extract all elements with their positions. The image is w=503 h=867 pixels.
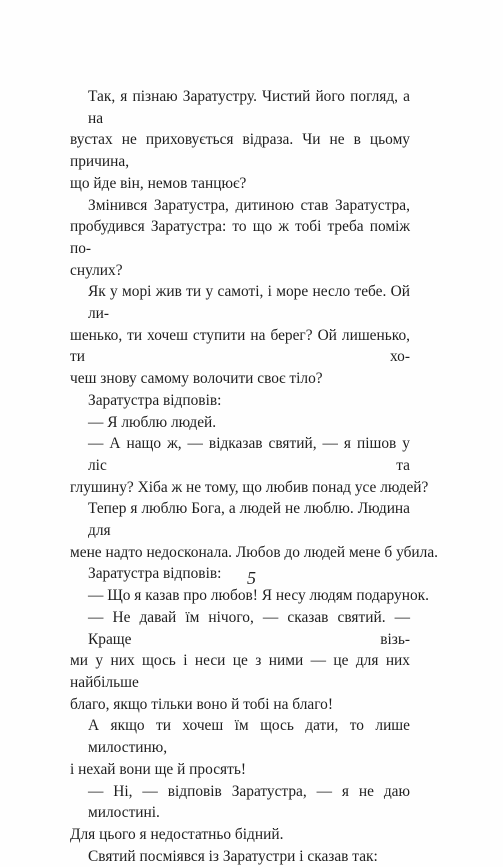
text-line: Змінився Заратустра, дитиною став Заратустра, xyxy=(88,196,410,214)
text-line: вустах не приховується відраза. Чи не в цьому причина, xyxy=(70,131,410,171)
text-line: Як у морі жив ти у самоті, і море несло тебе. Ой ли- xyxy=(88,283,410,323)
page-number: 5 xyxy=(247,568,256,588)
body-text xyxy=(70,86,439,867)
text-line: Святий посміявся із Заратустри і сказав так: xyxy=(88,847,378,865)
text-line: — Не давай їм нічого, — сказав святий. — Краще візь- xyxy=(88,608,410,648)
text-line: — Ні, — відповів Заратустра, — я не даю милостині. xyxy=(88,782,410,822)
paragraph xyxy=(70,281,410,390)
text-line: — Я люблю людей. xyxy=(88,413,217,431)
paragraph xyxy=(70,390,410,412)
text-line: — А нащо ж, — відказав святий, — я пішов у ліс та xyxy=(88,435,410,474)
text-line: чеш знову самому волочити своє тіло? xyxy=(70,370,323,388)
text-line: Для цього я недостатньо бідний. xyxy=(70,825,284,843)
text-line: пробудився Заратустра: то що ж тобі треба поміж по- xyxy=(70,218,410,257)
text-line: глушину? Хіба ж не тому, що любив понад усе людей? xyxy=(70,478,429,496)
text-line: Так, я пізнаю Заратустру. Чистий його погляд, а на xyxy=(88,88,410,127)
text-line: Заратустра відповів: xyxy=(88,565,222,583)
paragraph xyxy=(70,846,410,867)
text-line: і нехай вони ще й просять! xyxy=(70,760,246,778)
paragraph xyxy=(70,781,410,846)
text-line: що йде він, немов танцює? xyxy=(70,174,247,192)
paragraph xyxy=(70,715,410,780)
paragraph xyxy=(70,412,410,434)
text-line: благо, якщо тільки воно й тобі на благо! xyxy=(70,695,334,713)
paragraph xyxy=(70,498,439,563)
text-line: Тепер я люблю Бога, а людей не люблю. Людина для xyxy=(88,500,410,540)
text-line: ми у них щось і неси це з ними — це для них найбільше xyxy=(70,652,410,691)
text-line: — Що я казав про любов! Я несу людям подарунок. xyxy=(88,587,429,605)
text-line: шенько, ти хочеш ступити на берег? Ой лишенько, ти хо- xyxy=(70,326,410,366)
text-line: А якщо ти хочеш їм щось дати, то лише милостиню, xyxy=(88,717,410,757)
paragraph xyxy=(70,433,429,498)
text-line: снулих? xyxy=(70,261,123,279)
paragraph xyxy=(70,195,410,282)
text-line: Заратустра відповів: xyxy=(88,391,222,409)
paragraph xyxy=(70,607,410,716)
paragraph xyxy=(70,86,410,195)
text-line: мене надто недосконала. Любов до людей мене б убила. xyxy=(70,543,439,561)
